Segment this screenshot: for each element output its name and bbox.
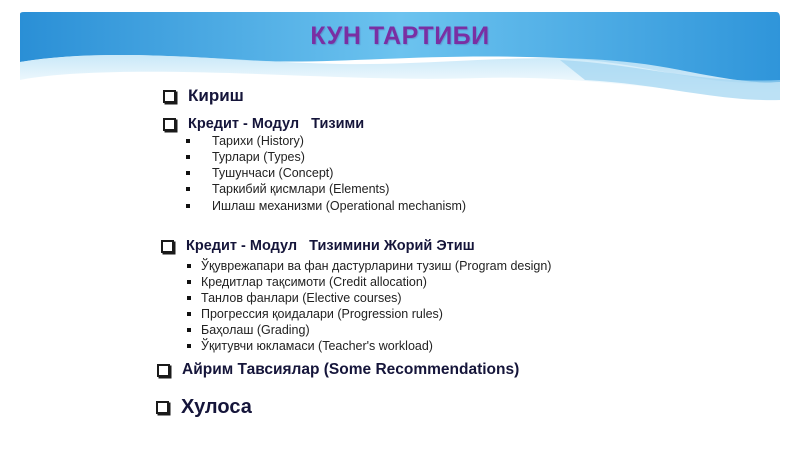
list-item-text: Ўқитувчи юкламаси (Teacher's workload) bbox=[201, 339, 433, 353]
section-label: Кредит - Модул Тизими bbox=[188, 116, 365, 132]
list-item-text: Баҳолаш (Grading) bbox=[201, 323, 310, 337]
list-item-text: Танлов фанлари (Elective courses) bbox=[201, 291, 402, 305]
square-bullet-icon bbox=[186, 187, 190, 191]
header-wave-background bbox=[0, 0, 800, 110]
square-bullet-icon bbox=[187, 312, 191, 316]
list-item bbox=[187, 307, 443, 321]
section-label: Айрим Тавсиялар (Some Recommendations) bbox=[182, 361, 520, 378]
section-credit-module-system bbox=[163, 116, 364, 132]
list-item-text: Таркибий қисмлари (Elements) bbox=[212, 182, 390, 196]
list-item-text: Ишлаш механизми (Operational mechanism) bbox=[212, 199, 467, 213]
square-bullet-icon bbox=[186, 171, 190, 175]
checkbox-bullet-icon bbox=[163, 90, 176, 103]
square-bullet-icon bbox=[187, 264, 191, 268]
checkbox-bullet-icon bbox=[163, 118, 176, 131]
square-bullet-icon bbox=[186, 204, 190, 208]
section-label: Хулоса bbox=[181, 396, 252, 418]
square-bullet-icon bbox=[186, 155, 190, 159]
list-item-text: Кредитлар тақсимоти (Credit allocation) bbox=[201, 275, 427, 289]
section-recommendations bbox=[157, 361, 519, 379]
list-item bbox=[187, 291, 402, 305]
list-item bbox=[187, 275, 427, 289]
square-bullet-icon bbox=[187, 280, 191, 284]
section-intro bbox=[163, 86, 244, 106]
list-item bbox=[186, 166, 333, 180]
list-item bbox=[186, 199, 466, 213]
slide-title: КУН ТАРТИБИ bbox=[310, 22, 490, 50]
list-item-text: Прогрессия қоидалари (Progression rules) bbox=[201, 307, 443, 321]
section-conclusion bbox=[156, 396, 252, 419]
list-item-text: Турлари (Types) bbox=[212, 150, 305, 164]
list-item-text: Ўқуврежапари ва фан дастурларини тузиш (Program design) bbox=[201, 259, 552, 273]
square-bullet-icon bbox=[187, 344, 191, 348]
checkbox-bullet-icon bbox=[161, 240, 174, 253]
section-credit-module-implementation bbox=[161, 238, 475, 254]
list-item bbox=[187, 259, 551, 273]
section-label: Кириш bbox=[188, 86, 244, 105]
list-item-text: Тушунчаси (Concept) bbox=[212, 166, 334, 180]
list-item bbox=[186, 182, 389, 196]
checkbox-bullet-icon bbox=[157, 364, 170, 377]
list-item bbox=[187, 323, 310, 337]
checkbox-bullet-icon bbox=[156, 401, 169, 414]
list-item bbox=[187, 339, 433, 353]
section-label: Кредит - Модул Тизимини Жорий Этиш bbox=[186, 238, 475, 254]
square-bullet-icon bbox=[187, 328, 191, 332]
list-item bbox=[186, 150, 305, 164]
list-item-text: Тарихи (History) bbox=[212, 134, 304, 148]
square-bullet-icon bbox=[187, 296, 191, 300]
list-item bbox=[186, 134, 304, 148]
square-bullet-icon bbox=[186, 139, 190, 143]
